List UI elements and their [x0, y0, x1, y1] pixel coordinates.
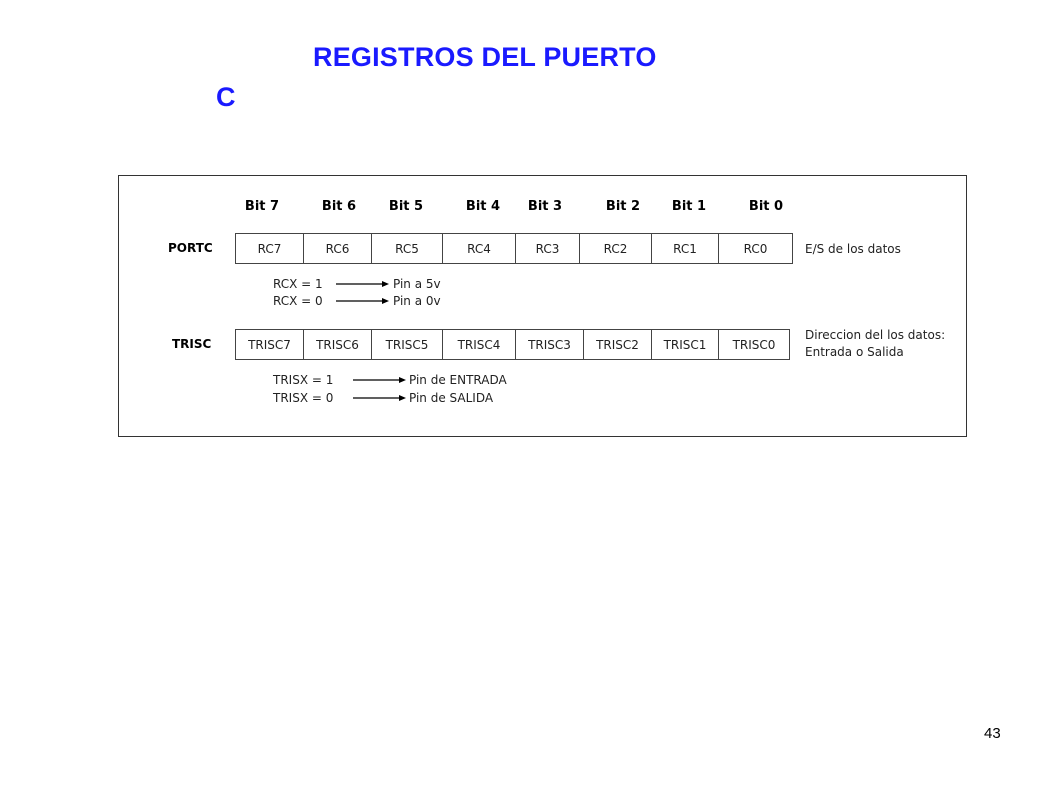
portc-cell-rc2: RC2	[580, 234, 652, 263]
portc-cell-rc5: RC5	[372, 234, 443, 263]
arrow-right-icon	[351, 391, 407, 405]
trisc-cell-1: TRISC1	[652, 330, 719, 359]
portc-cell-rc1: RC1	[652, 234, 719, 263]
arrow-right-icon	[334, 294, 390, 308]
trisc-cell-4: TRISC4	[443, 330, 516, 359]
trisc-description-line2: Entrada o Salida	[805, 345, 904, 359]
bit-header-0: Bit 0	[748, 199, 784, 214]
bit-header-6: Bit 6	[321, 199, 357, 214]
portc-cell-rc4: RC4	[443, 234, 516, 263]
portc-cell-rc6: RC6	[304, 234, 372, 263]
trisc-rule-2-condition: TRISX = 0	[273, 391, 334, 405]
portc-rule-2-result: Pin a 0v	[393, 294, 441, 308]
trisc-register	[235, 329, 790, 360]
portc-cell-rc7: RC7	[236, 234, 304, 263]
trisc-cell-7: TRISC7	[236, 330, 304, 359]
portc-cell-rc0: RC0	[743, 241, 768, 256]
trisc-rule-2-result: Pin de SALIDA	[409, 391, 494, 405]
trisc-cell-6: TRISC6	[304, 330, 372, 359]
portc-label: PORTC	[168, 241, 213, 255]
trisc-cell-0: TRISC0	[732, 337, 776, 352]
trisc-label: TRISC	[172, 337, 212, 351]
port-c-registers-diagram	[118, 175, 967, 437]
trisc-rule-1-condition: TRISX = 1	[273, 373, 334, 387]
portc-rule-1-result: Pin a 5v	[393, 277, 441, 291]
portc-rule-1-condition: RCX = 1	[273, 277, 323, 291]
trisc-cell-3: TRISC3	[516, 330, 584, 359]
portc-description: E/S de los datos	[805, 242, 901, 256]
arrow-right-icon	[334, 277, 390, 291]
bit-header-3: Bit 3	[527, 199, 563, 214]
portc-rule-2-condition: RCX = 0	[273, 294, 323, 308]
bit-header-1: Bit 1	[671, 199, 707, 214]
slide-title: REGISTROS DEL PUERTO	[313, 42, 657, 72]
trisc-cell-2: TRISC2	[584, 330, 652, 359]
bit-header-5: Bit 5	[388, 199, 424, 214]
portc-register	[235, 233, 793, 264]
bit-header-4: Bit 4	[465, 199, 501, 214]
trisc-description-line1: Direccion del los datos:	[805, 328, 946, 342]
bit-header-7: Bit 7	[244, 199, 280, 214]
trisc-rule-1-result: Pin de ENTRADA	[409, 373, 507, 387]
page-number: 43	[984, 725, 1001, 742]
slide-title-continuation: C	[216, 82, 236, 112]
bit-header-2: Bit 2	[605, 199, 641, 214]
trisc-cell-5: TRISC5	[372, 330, 443, 359]
arrow-right-icon	[351, 373, 407, 387]
portc-cell-rc3: RC3	[516, 234, 580, 263]
